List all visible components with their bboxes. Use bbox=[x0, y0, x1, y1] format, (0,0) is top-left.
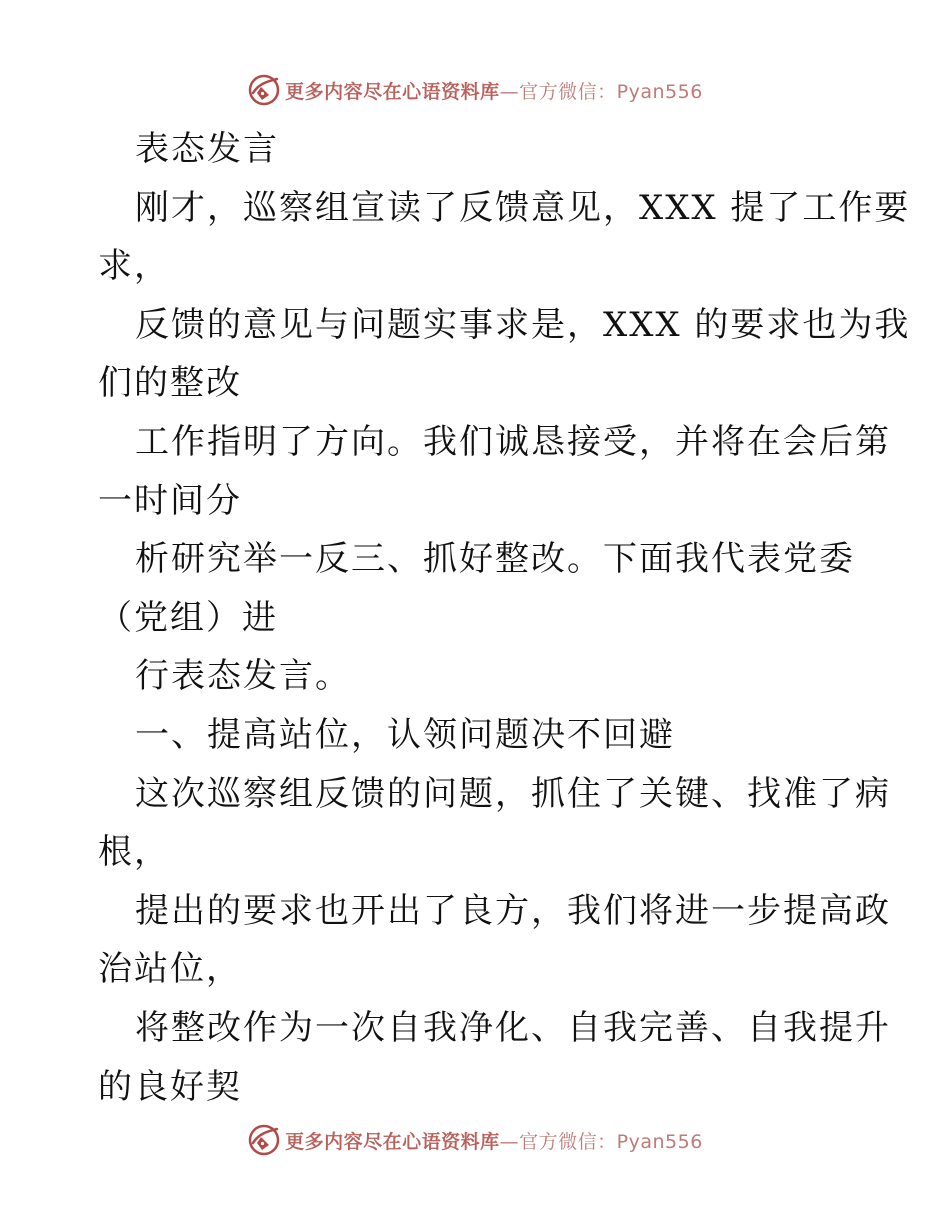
paragraph-line: 根， bbox=[98, 832, 170, 873]
paragraph-line: 治站位， bbox=[98, 949, 242, 990]
paragraph-line: 一时间分 bbox=[98, 480, 242, 521]
paragraph-line: 将整改作为一次自我净化、自我完善、自我提升 bbox=[135, 1007, 891, 1048]
paragraph-line: 们的整改 bbox=[98, 363, 242, 404]
pen-nib-logo-icon bbox=[247, 1123, 281, 1157]
paragraph-line: 工作指明了方向。我们诚恳接受，并将在会后第 bbox=[135, 421, 891, 462]
banner-text bbox=[285, 1127, 703, 1154]
banner-wechat-text: —官方微信：Pyan556 bbox=[499, 1130, 703, 1153]
paragraph-line: （党组）进 bbox=[98, 597, 278, 638]
pen-nib-logo-icon bbox=[247, 73, 281, 107]
paragraph-line: 这次巡察组反馈的问题，抓住了关键、找准了病 bbox=[135, 773, 891, 814]
banner-lead-text: 更多内容尽在心语资料库 bbox=[285, 1130, 500, 1153]
paragraph-line: 的良好契 bbox=[98, 1066, 242, 1107]
banner-text bbox=[285, 77, 703, 104]
paragraph-line: 刚才，巡察组宣读了反馈意见，XXX 提了工作要 bbox=[135, 187, 911, 228]
paragraph-line: 求， bbox=[98, 246, 170, 287]
document-title: 表态发言 bbox=[135, 129, 279, 169]
header-watermark-banner bbox=[0, 70, 950, 110]
footer-watermark-banner bbox=[0, 1120, 950, 1160]
paragraph-line: 反馈的意见与问题实事求是，XXX 的要求也为我 bbox=[135, 304, 911, 345]
section-heading: 一、提高站位，认领问题决不回避 bbox=[135, 714, 675, 755]
document-body bbox=[98, 120, 911, 1116]
paragraph-line: 析研究举一反三、抓好整改。下面我代表党委 bbox=[135, 539, 855, 580]
paragraph-line: 行表态发言。 bbox=[135, 656, 351, 697]
banner-lead-text: 更多内容尽在心语资料库 bbox=[285, 80, 500, 103]
paragraph-line: 提出的要求也开出了良方，我们将进一步提高政 bbox=[135, 890, 891, 931]
banner-wechat-text: —官方微信：Pyan556 bbox=[499, 80, 703, 103]
